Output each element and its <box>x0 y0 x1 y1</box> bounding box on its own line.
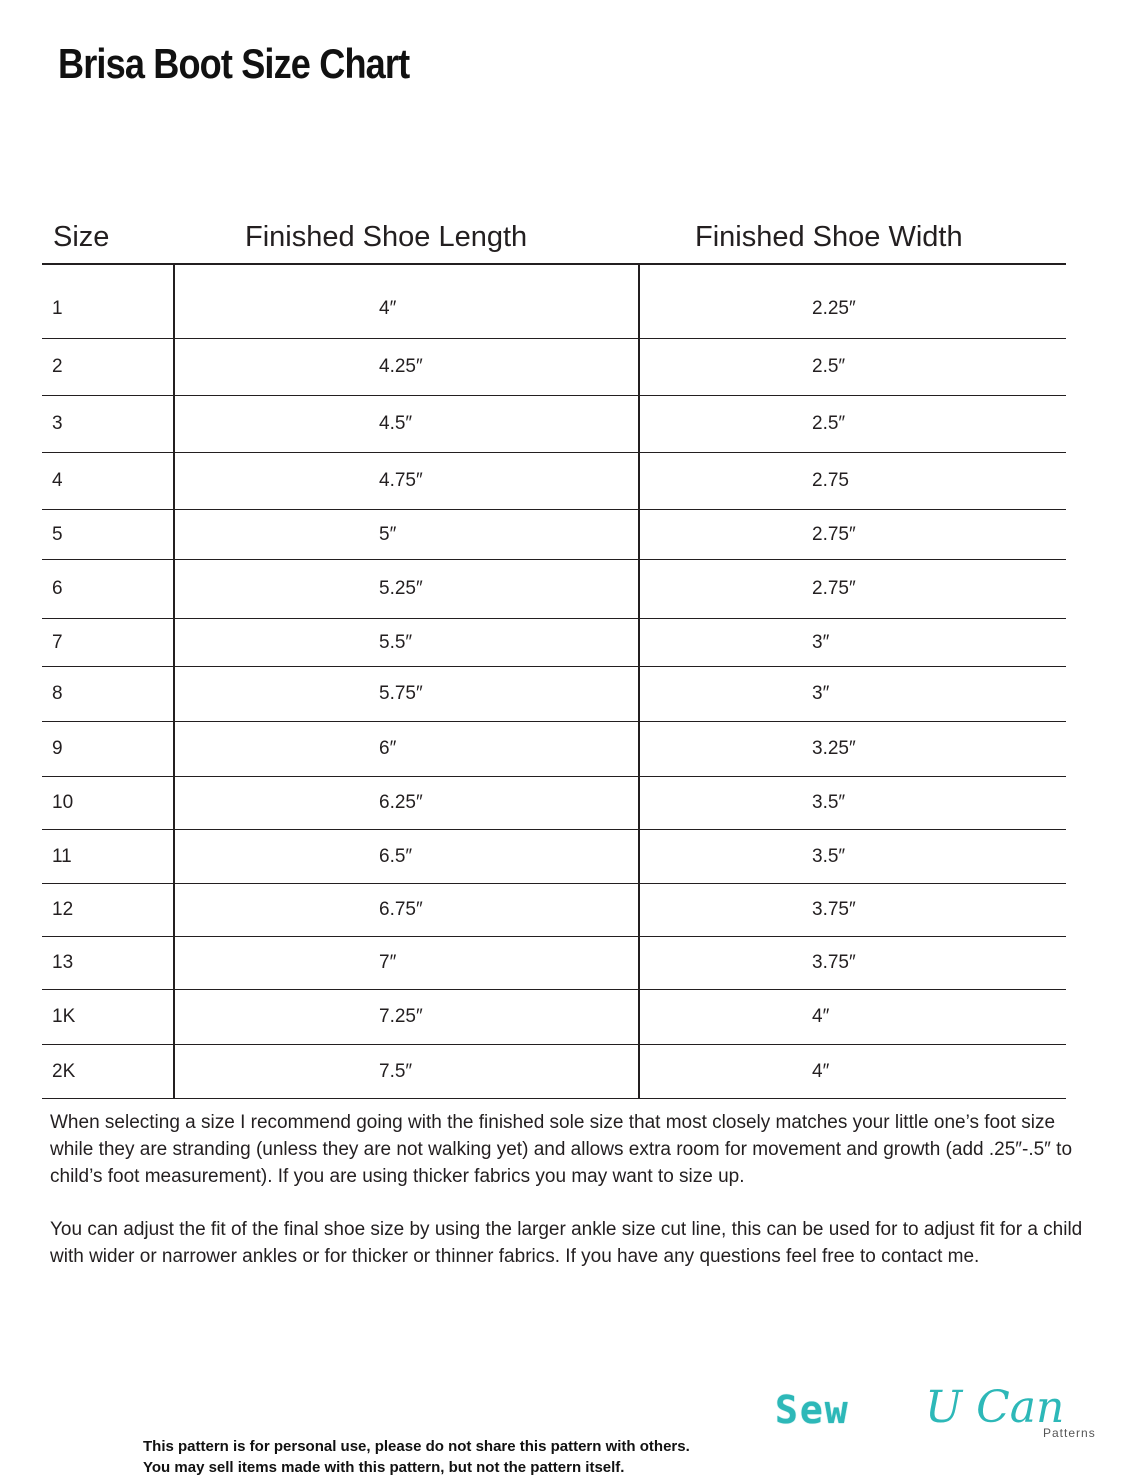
column-divider <box>638 263 640 1099</box>
size-cell: 10 <box>52 792 74 813</box>
length-cell: 6.25″ <box>379 792 423 813</box>
size-cell: 3 <box>52 413 63 434</box>
size-cell: 4 <box>52 470 63 491</box>
usage-notice <box>143 1436 690 1478</box>
page-title: Brisa Boot Size Chart <box>58 40 410 87</box>
width-cell: 2.75″ <box>812 523 856 545</box>
width-cell: 2.25″ <box>812 297 856 319</box>
width-cell: 2.5″ <box>812 356 846 377</box>
size-cell: 9 <box>52 738 63 759</box>
column-divider <box>173 263 175 1099</box>
width-cell: 3.75″ <box>812 952 856 973</box>
table-row <box>42 510 1066 560</box>
width-cell: 4″ <box>812 1006 830 1027</box>
sew-u-can-logo <box>775 1382 1105 1442</box>
header-width: Finished Shoe Width <box>695 221 963 253</box>
length-cell: 6″ <box>379 738 397 759</box>
width-cell: 2.75 <box>812 470 849 491</box>
fit-adjust-paragraph: You can adjust the fit of the final shoe size by using the larger ankle size cut line, this can be used for to adjust fit for a child with wider or narrower ankles or for thicker or thinner fabrics. If you have any questions feel free to contact me. <box>50 1219 1083 1267</box>
size-cell: 8 <box>52 683 63 704</box>
width-cell: 2.5″ <box>812 413 846 434</box>
length-cell: 6.5″ <box>379 845 413 867</box>
table-row <box>42 667 1066 722</box>
width-cell: 3.75″ <box>812 899 856 920</box>
size-cell: 12 <box>52 899 74 920</box>
size-cell: 2 <box>52 356 63 377</box>
sizing-advice-paragraph: When selecting a size I recommend going with the finished sole size that most closely matches your little one’s foot size while they are stranding (unless they are not walking yet) and allows extra room for movement and growth (add .25″-.5″ to child’s foot measurement). If you are using thicker fabrics you may want to size up. <box>50 1112 1073 1187</box>
width-cell: 3.5″ <box>812 845 846 867</box>
length-cell: 5″ <box>379 523 397 545</box>
table-row <box>42 560 1066 619</box>
table-row <box>42 619 1066 667</box>
length-cell: 5.25″ <box>379 578 423 599</box>
table-row <box>42 990 1066 1045</box>
length-cell: 4.25″ <box>379 356 423 377</box>
usage-notice-line1: This pattern is for personal use, please do not share this pattern with others. <box>143 1438 690 1455</box>
size-cell: 5 <box>52 523 63 545</box>
logo-sew-text: Sew <box>775 1388 850 1432</box>
length-cell: 4.5″ <box>379 413 413 434</box>
width-cell: 3″ <box>812 631 830 653</box>
table-row <box>42 722 1066 777</box>
table-row <box>42 396 1066 453</box>
length-cell: 4″ <box>379 297 397 319</box>
table-row <box>42 937 1066 990</box>
width-cell: 3″ <box>812 683 830 704</box>
length-cell: 7″ <box>379 952 397 973</box>
usage-notice-line2: You may sell items made with this pattern, but not the pattern itself. <box>143 1459 625 1476</box>
size-cell: 7 <box>52 631 63 653</box>
table-row <box>42 339 1066 396</box>
length-cell: 5.5″ <box>379 631 413 653</box>
header-size: Size <box>53 221 110 253</box>
length-cell: 4.75″ <box>379 470 423 491</box>
size-cell: 6 <box>52 578 63 599</box>
size-cell: 1 <box>52 297 63 319</box>
table-row <box>42 1045 1066 1099</box>
table-row <box>42 265 1066 339</box>
header-length: Finished Shoe Length <box>245 221 528 253</box>
width-cell: 2.75″ <box>812 578 856 599</box>
width-cell: 4″ <box>812 1060 830 1082</box>
table-body <box>42 265 1066 1099</box>
size-cell: 1K <box>52 1006 76 1027</box>
length-cell: 5.75″ <box>379 683 423 704</box>
size-cell: 2K <box>52 1060 76 1082</box>
width-cell: 3.5″ <box>812 792 846 813</box>
size-cell: 11 <box>52 845 72 867</box>
table-row <box>42 830 1066 884</box>
length-cell: 6.75″ <box>379 899 423 920</box>
table-row <box>42 777 1066 830</box>
width-cell: 3.25″ <box>812 738 856 759</box>
length-cell: 7.25″ <box>379 1006 423 1027</box>
length-cell: 7.5″ <box>379 1060 413 1082</box>
size-cell: 13 <box>52 952 74 973</box>
logo-ucan-text: U Can <box>925 1382 1065 1433</box>
table-header <box>42 215 1066 265</box>
table-row <box>42 884 1066 937</box>
size-chart-table <box>42 215 1066 1099</box>
table-row <box>42 453 1066 510</box>
logo-patterns-text: Patterns <box>1043 1426 1096 1440</box>
